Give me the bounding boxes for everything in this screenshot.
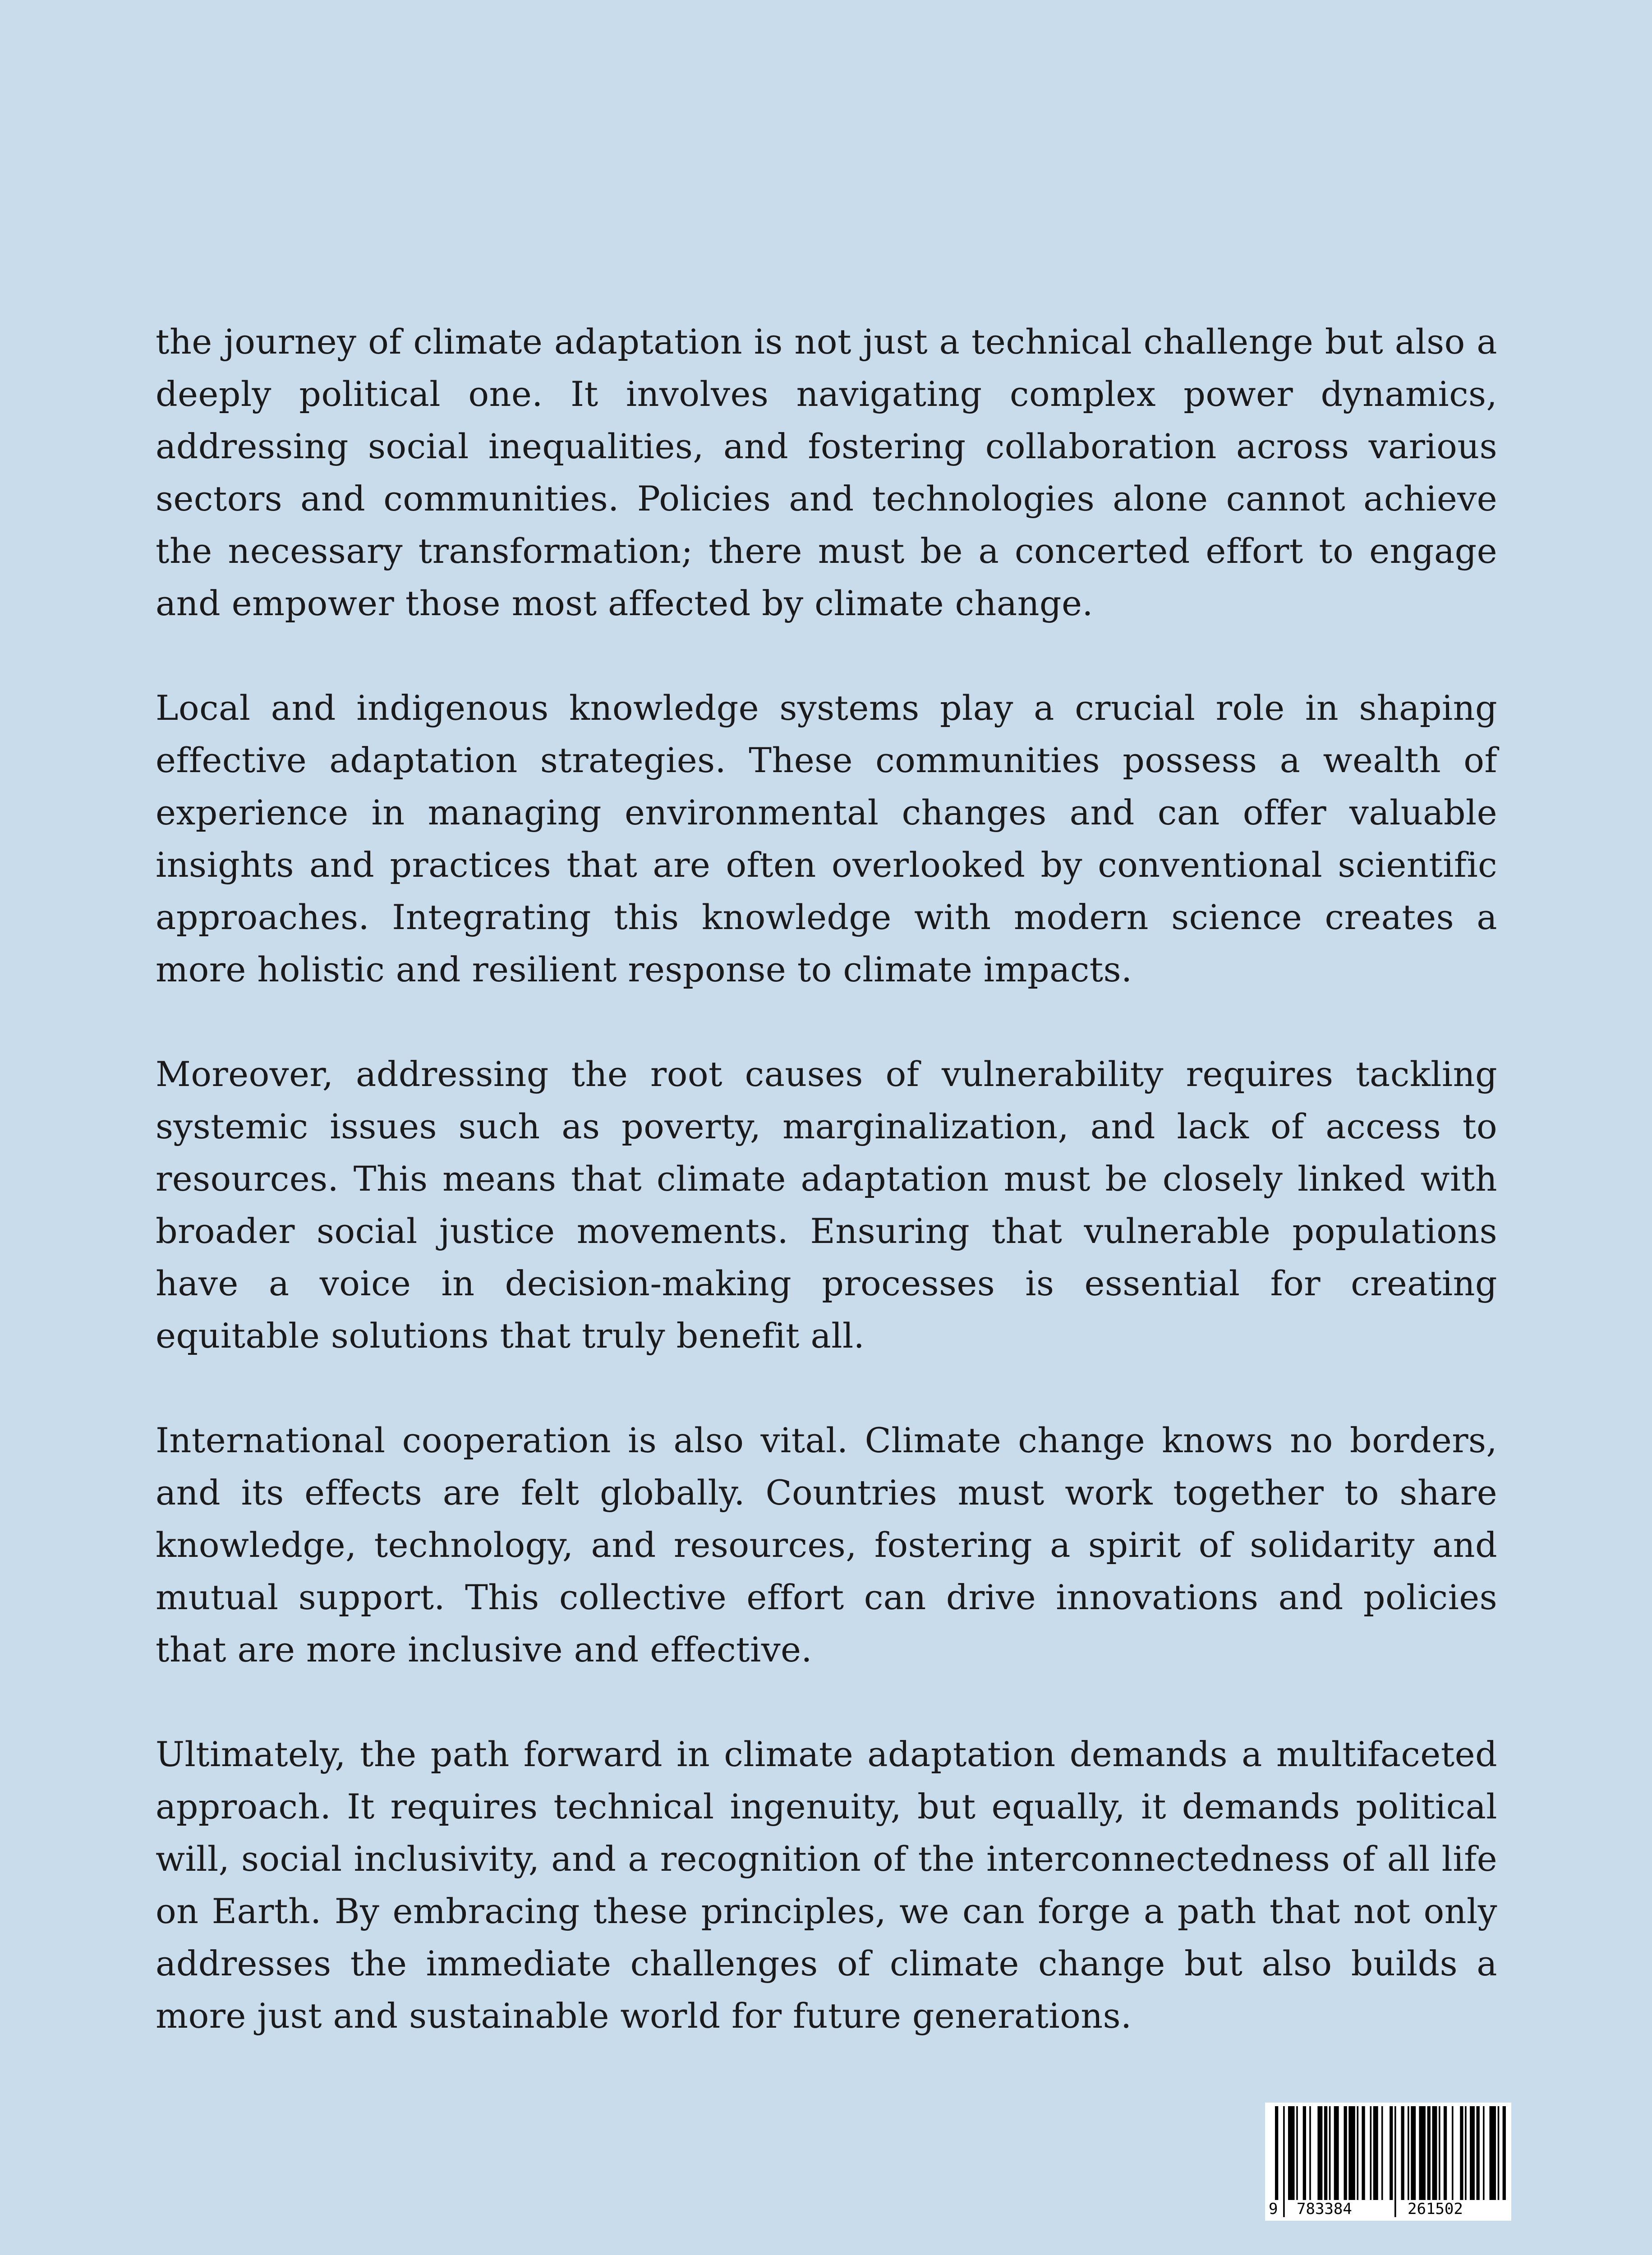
barcode-bar	[1477, 2106, 1480, 2200]
barcode-bar	[1390, 2106, 1393, 2200]
barcode-bar	[1483, 2106, 1485, 2200]
barcode-bar	[1362, 2106, 1365, 2200]
barcode-bar	[1303, 2106, 1306, 2200]
blurb-paragraph-4: International cooperation is also vital. Climate change knows no borders, and its effects are felt globally. Countries must work together to share knowledge, technology, and resources, fostering a spirit of solidarity and mutual support. This collective effort can drive innovations and policies that are more inclusive and effective.	[156, 1420, 1497, 1670]
barcode-bar	[1419, 2106, 1426, 2200]
barcode-bar	[1373, 2106, 1378, 2200]
barcode-bar	[1465, 2106, 1467, 2200]
barcode-digits	[1265, 2200, 1511, 2218]
barcode-digit-first: 9	[1267, 2200, 1279, 2218]
barcode-bar	[1452, 2106, 1454, 2200]
barcode-bar	[1381, 2106, 1383, 2200]
back-cover-blurb	[156, 316, 1497, 2094]
barcode-bar	[1411, 2106, 1416, 2200]
barcode-bar	[1401, 2106, 1404, 2200]
barcode-bar	[1309, 2106, 1311, 2200]
barcode-bar	[1470, 2106, 1475, 2200]
barcode-bar	[1490, 2106, 1496, 2200]
barcode-bar	[1348, 2106, 1355, 2200]
barcode-bar	[1344, 2106, 1347, 2200]
barcode-bar	[1498, 2106, 1500, 2200]
blurb-paragraph-3: Moreover, addressing the root causes of vulnerability requires tackling systemic issues such as poverty, marginalization, and lack of access to resources. This means that climate adaptation must be closely linked with broader social justice movements. Ensuring that vulnerable populations have a voice in decision-making processes is essential for creating equitable solutions that truly benefit all.	[156, 1054, 1497, 1356]
isbn-barcode	[1265, 2103, 1511, 2221]
barcode-digits-right: 261502	[1406, 2200, 1465, 2218]
barcode-bar	[1460, 2106, 1463, 2200]
barcode-bar	[1444, 2106, 1447, 2200]
barcode-bar	[1357, 2106, 1359, 2200]
barcode-bar	[1296, 2106, 1298, 2200]
barcode-bar	[1427, 2106, 1431, 2200]
barcode-bar	[1334, 2106, 1339, 2200]
barcode-bar	[1439, 2106, 1440, 2200]
blurb-paragraph-5: Ultimately, the path forward in climate adaptation demands a multifaceted approach. It requires technical ingenuity, but equally, it demands political will, social inclusivity, and a recognition of the interconnectedness of all life on Earth. By embracing these principles, we can forge a path that not only addresses the immediate challenges of climate change but also builds a more just and sustainable world for future generations.	[156, 1734, 1497, 2036]
barcode-digits-left: 783384	[1295, 2200, 1354, 2218]
barcode-bar	[1329, 2106, 1331, 2200]
barcode-bar	[1408, 2106, 1409, 2200]
barcode-bar	[1370, 2106, 1372, 2200]
barcode-bar	[1317, 2106, 1322, 2200]
blurb-paragraph-2: Local and indigenous knowledge systems play a crucial role in shaping effective adaptation strategies. These communities possess a wealth of experience in managing environmental changes and can offer valuable insights and practices that are often overlooked by conventional scientific approaches. Integrating this knowledge with modern science creates a more holistic and resilient response to climate impacts.	[156, 688, 1497, 989]
barcode-bar	[1324, 2106, 1327, 2200]
barcode-bar	[1503, 2106, 1506, 2200]
blurb-paragraph-1: the journey of climate adaptation is not just a technical challenge but also a deeply political one. It involves navigating complex power dynamics, addressing social inequalities, and fostering collaboration across various sectors and communities. Policies and technologies alone cannot achieve the necessary transformation; there must be a concerted effort to engage and empower those most affected by climate change.	[156, 322, 1497, 623]
barcode-bar	[1432, 2106, 1437, 2200]
barcode-bar	[1288, 2106, 1295, 2200]
